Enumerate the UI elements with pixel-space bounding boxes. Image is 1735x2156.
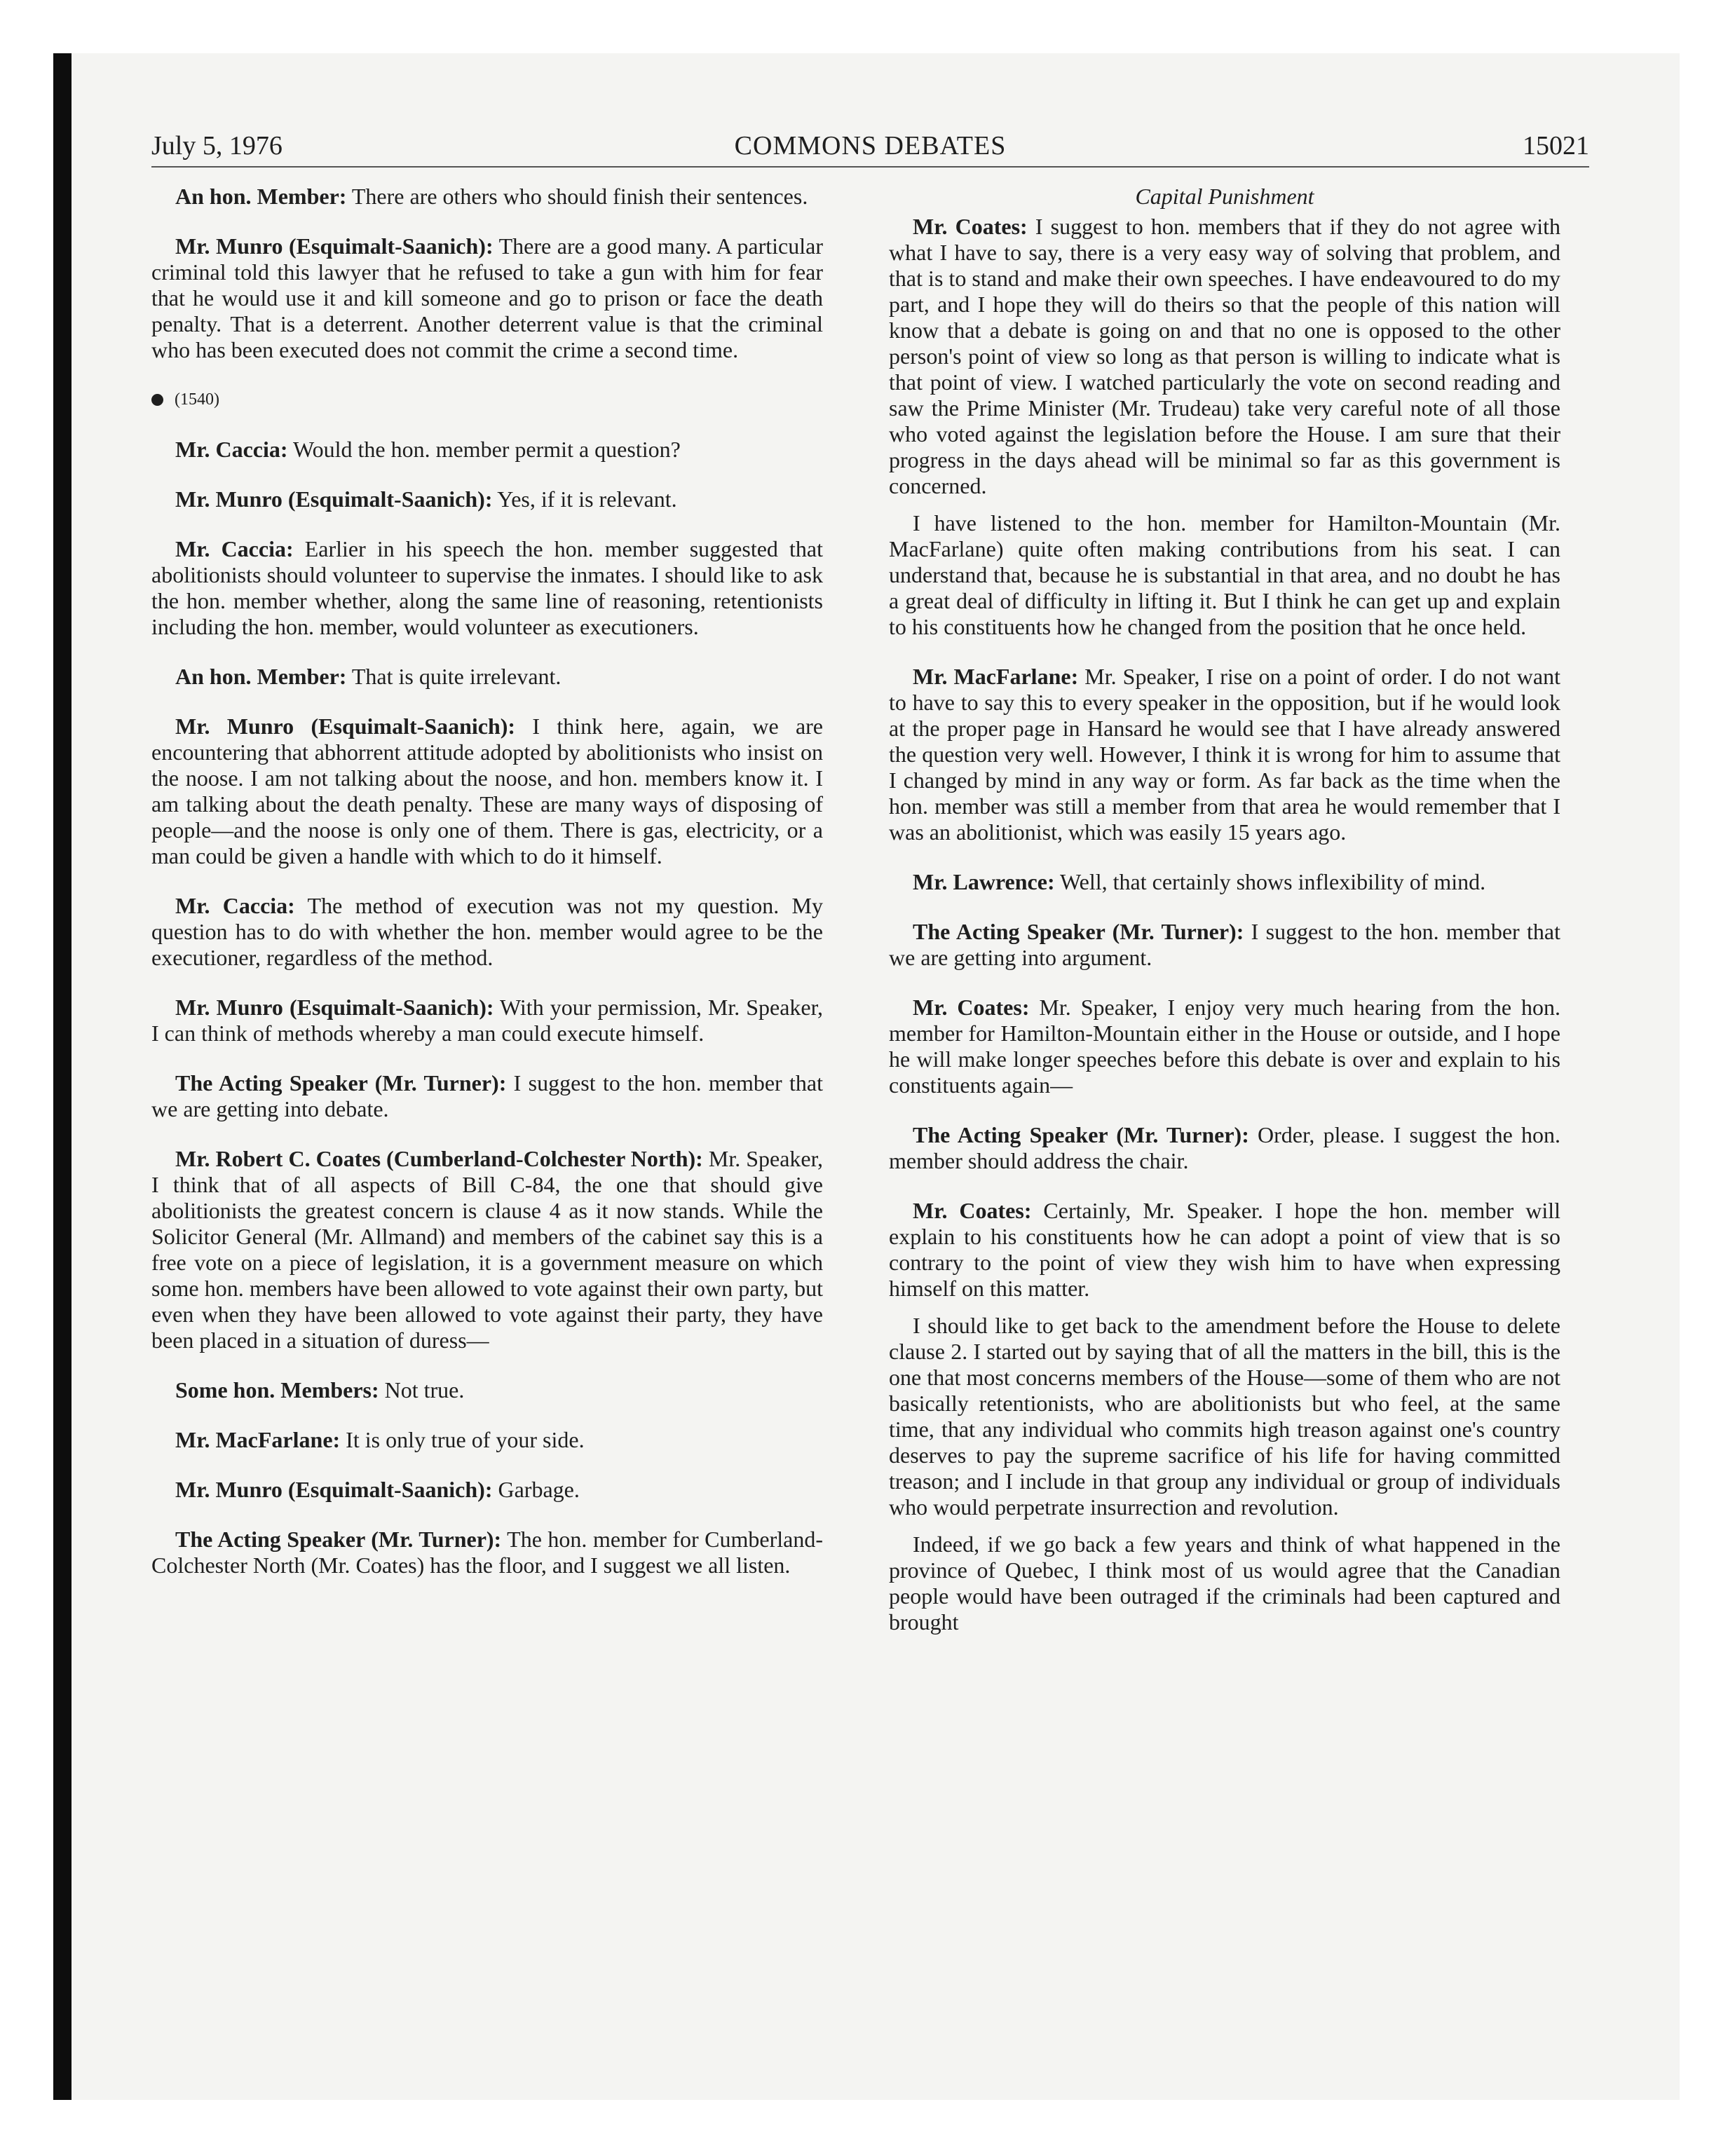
debate-paragraph [151,437,823,463]
debate-paragraph [151,995,823,1046]
speaker-name: Mr. MacFarlane: [913,664,1079,689]
debate-paragraph [151,1477,823,1503]
time-marker [151,387,823,413]
page-header [151,130,1589,165]
speaker-name: Mr. Caccia: [175,437,288,462]
debate-paragraph [151,233,823,363]
debate-paragraph [889,510,1560,640]
speaker-name: Mr. Munro (Esquimalt-Saanich): [175,1477,493,1502]
speech-text: There are a good many. A particular criminal told this lawyer that he refused to take a gun with him for fear that he would use it and kill someone and go to prison or face the death penalty. That is a deterrent. Another deterrent value is that the criminal who has been executed does not commit the crime a second time. [151,233,824,362]
debate-paragraph [889,1122,1560,1174]
speaker-name: Mr. Robert C. Coates (Cumberland-Colchester North): [175,1146,703,1171]
debate-paragraph [889,664,1560,845]
header-rule [151,166,1589,168]
speaker-name: Mr. Coates: [913,1198,1032,1223]
speaker-name: Mr. Coates: [913,995,1030,1020]
header-date: July 5, 1976 [151,131,283,161]
debate-paragraph [151,1527,823,1578]
speaker-name: The Acting Speaker (Mr. Turner): [913,919,1244,944]
speech-text: I suggest to hon. members that if they do not agree with what I have to say, there is a very easy way of solving that problem, and that is to stand and make their own speeches. I have endeavoured to do my part, and I hope they will do theirs so that the people of this nation will know that a debate is going on and that no one is opposed to the other person's point of view so long as that person is willing to indicate what is that point of view. I watched particularly the vote on second reading and saw the Prime Minister (Mr. Trudeau) take very careful note of all those who voted against the legislation before the House. I am sure that their progress in the days ahead will be minimal so far as this government is concerned. [889,214,1561,498]
debate-paragraph [889,1531,1560,1635]
debate-paragraph [151,1146,823,1353]
debate-paragraph [889,1198,1560,1302]
right-column [889,184,1560,1659]
speech-text: It is only true of your side. [340,1427,585,1452]
speaker-name: Mr. Coates: [913,214,1028,239]
speaker-name: Mr. Lawrence: [913,869,1055,894]
speech-text: I think here, again, we are encountering that abhorrent attitude adopted by abolitionists who insist on the noose. I am not talking about the noose, and hon. members know it. I am talking about the death penalty. These are many ways of disposing of people—and the noose is only one of them. There is gas, electricity, or a man could be given a handle with which to do it himself. [151,714,824,868]
speech-text: Mr. Speaker, I enjoy very much hearing from the hon. member for Hamilton-Mountain either in the House or outside, and I hope he will make longer speeches before this debate is over and explain to his constituents again— [889,995,1561,1098]
time-marker-text: (1540) [175,390,219,409]
speech-text: The hon. member for Cumberland-Colchester North (Mr. Coates) has the floor, and I suggest we all listen. [151,1527,824,1578]
speech-text: I should like to get back to the amendment before the House to delete clause 2. I started out by saying that of all the matters in the bill, this is the one that most concerns members of the House—some of them who are not basically retentionists, who are abolitionists but who feel, at the same time, that any individual who commits high treason against one's country deserves to pay the supreme sacrifice of his life for having committed treason; and I include in that group any individual or group of individuals who would perpetrate insurrection and revolution. [889,1313,1560,1520]
speaker-name: An hon. Member: [175,184,347,209]
speaker-name: The Acting Speaker (Mr. Turner): [175,1527,502,1552]
speech-text: Certainly, Mr. Speaker. I hope the hon. member will explain to his constituents how he can adopt a point of view that is so contrary to the point of view they wish him to have when expressing himself on this matter. [889,1198,1561,1301]
debate-paragraph [151,664,823,690]
debate-paragraph [151,1377,823,1403]
debate-paragraph [151,1427,823,1453]
bullet-icon [151,394,163,406]
speech-text: I suggest to the hon. member that we are getting into debate. [151,1070,824,1121]
speaker-name: Mr. Munro (Esquimalt-Saanich): [175,714,516,739]
speaker-name: Mr. Caccia: [175,893,295,918]
speech-text: Garbage. [492,1477,580,1502]
speaker-name: Mr. Caccia: [175,536,294,561]
debate-paragraph [889,214,1560,499]
binding-edge [53,53,72,2100]
speech-text: Mr. Speaker, I think that of all aspects of Bill C-84, the one that should give abolitionists the greatest concern is clause 4 as it now stands. While the Solicitor General (Mr. Allmand) and members of the cabinet say this is a free vote on a piece of legislation, it is a government measure on which some hon. members have been allowed to vote against their own party, but even when they have been allowed to vote against their party, they have been placed in a situation of duress— [151,1146,824,1353]
speaker-name: The Acting Speaker (Mr. Turner): [175,1070,507,1096]
speech-text: Not true. [379,1377,465,1403]
debate-paragraph [889,919,1560,971]
debate-paragraph [889,1313,1560,1520]
speech-text: That is quite irrelevant. [346,664,562,689]
section-subject: Capital Punishment [1135,184,1314,209]
speaker-name: Mr. MacFarlane: [175,1427,341,1452]
speaker-name: The Acting Speaker (Mr. Turner): [913,1122,1249,1147]
left-column [151,184,823,1602]
debate-paragraph [151,893,823,971]
speech-text: I have listened to the hon. member for Hamilton-Mountain (Mr. MacFarlane) quite often making contributions from his seat. I can understand that, because he is substantial in that area, and no doubt he has a great deal of difficulty in lifting it. But I think he can get up and explain to his constituents how he changed from the position that he once held. [889,510,1560,639]
speech-text: Earlier in his speech the hon. member suggested that abolitionists should volunteer to supervise the inmates. I should like to ask the hon. member whether, along the same line of reasoning, retentionists including the hon. member, would volunteer as executioners. [151,536,824,639]
header-page-number: 15021 [1523,131,1589,161]
debate-paragraph [151,714,823,869]
speech-text: Yes, if it is relevant. [492,486,677,512]
speaker-name: Mr. Munro (Esquimalt-Saanich): [175,233,494,259]
debate-paragraph [151,1070,823,1122]
debate-paragraph [151,536,823,640]
debate-paragraph [151,184,823,210]
speech-text: Would the hon. member permit a question? [287,437,681,462]
speaker-name: Some hon. Members: [175,1377,379,1403]
speech-text: The method of execution was not my question. My question has to do with whether the hon. member would agree to be the executioner, regardless of the method. [151,893,824,970]
speech-text: I suggest to the hon. member that we are getting into argument. [889,919,1561,970]
debate-paragraph [889,869,1560,895]
debate-paragraph [151,486,823,512]
speech-text: Indeed, if we go back a few years and think of what happened in the province of Quebec, I think most of us would agree that the Canadian people would have been outraged if the criminals had been captured and brought [889,1531,1560,1635]
speech-text: There are others who should finish their sentences. [346,184,808,209]
speaker-name: An hon. Member: [175,664,347,689]
header-title: COMMONS DEBATES [734,131,1007,161]
speaker-name: Mr. Munro (Esquimalt-Saanich): [175,995,494,1020]
speech-text: Mr. Speaker, I rise on a point of order. I do not want to have to say this to every speaker in the opposition, but if he would look at the proper page in Hansard he would see that I have already answered the question very well. However, I think it is wrong for him to assume that I changed by mind in any way or form. As far back as the time when the hon. member was still a member from that area he would remember that I was an abolitionist, which was easily 15 years ago. [889,664,1561,845]
speech-text: Order, please. I suggest the hon. member should address the chair. [889,1122,1561,1173]
speech-text: Well, that certainly shows inflexibility of mind. [1054,869,1486,894]
speaker-name: Mr. Munro (Esquimalt-Saanich): [175,486,493,512]
speech-text: With your permission, Mr. Speaker, I can think of methods whereby a man could execute himself. [151,995,824,1046]
debate-paragraph [889,995,1560,1098]
